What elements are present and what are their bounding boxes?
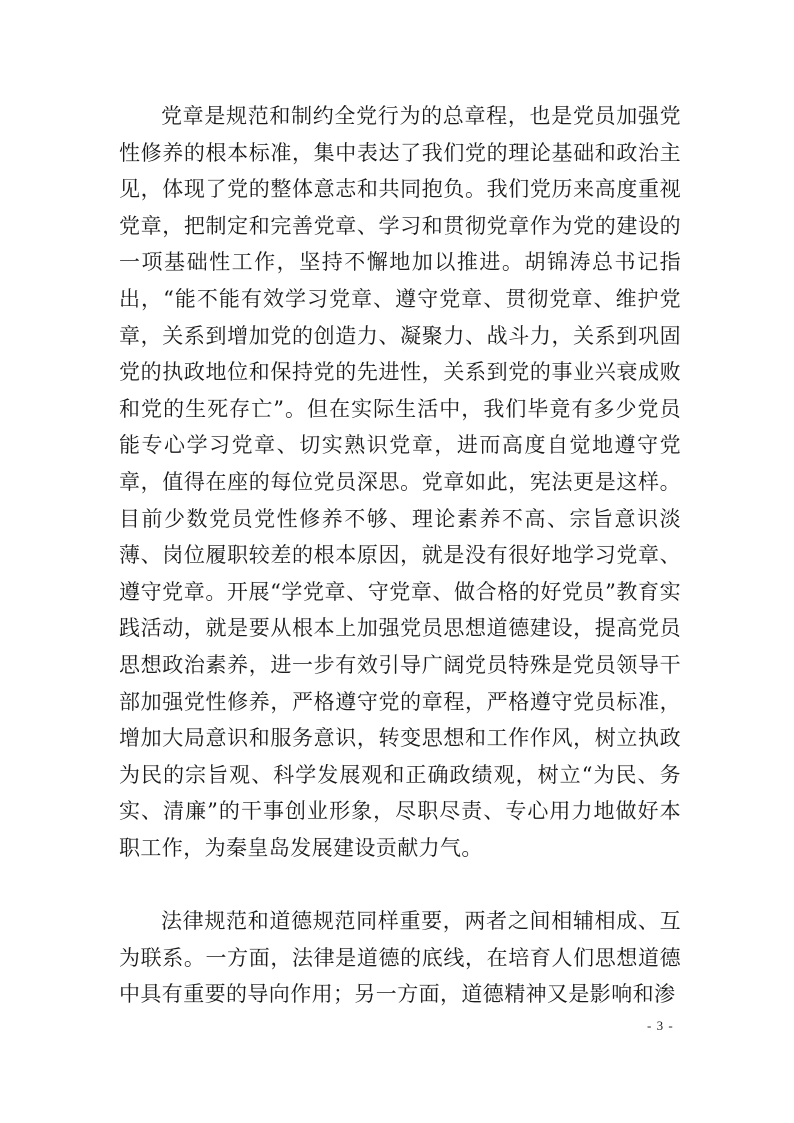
paragraph-party-constitution: 党章是规范和制约全党行为的总章程，也是党员加强党性修养的根本标准，集中表达了我们党的理论基础和政治主见，体现了党的整体意志和共同抱负。我们党历来高度重视党章，把制定和完善党章、学习和贯彻党章作为党的建设的一项基础性工作，坚持不懈地加以推进。胡锦涛总书记指出，“能不能有效学习党章、遵守党章、贯彻党章、维护党章，关系到增加党的创造力、凝聚力、战斗力，关系到巩固党的执政地位和保持党的先进性，关系到党的事业兴衰成败和党的生死存亡”。但在实际生活中，我们毕竟有多少党员能专心学习党章、切实熟识党章，进而高度自觉地遵守党章，值得在座的每位党员深思。党章如此，宪法更是这样。目前少数党员党性修养不够、理论素养不高、宗旨意识淡薄、岗位履职较差的根本原因，就是没有很好地学习党章、遵守党章。开展“学党章、守党章、做合格的好党员”教育实践活动，就是要从根本上加强党员思想道德建设，提高党员思想政治素养，进一步有效引导广阔党员特殊是党员领导干部加强党性修养，严格遵守党的章程，严格遵守党员标准，增加大局意识和服务意识，转变思想和工作作风，树立执政为民的宗旨观、科学发展观和正确政绩观，树立“为民、务实、清廉”的干事创业形象，尽职尽责、专心用力地做好本职工作，为秦皇岛发展建设贡献力气。 [119,104,681,860]
page-number: - 3 - [647,1018,674,1033]
paragraph-law-and-morality: 法律规范和道德规范同样重要，两者之间相辅相成、互为联系。一方面，法律是道德的底线，在培育人们思想道德中具有重要的导向作用；另一方面，道德精神又是影响和渗 [119,909,681,1007]
document-body [119,98,681,1049]
